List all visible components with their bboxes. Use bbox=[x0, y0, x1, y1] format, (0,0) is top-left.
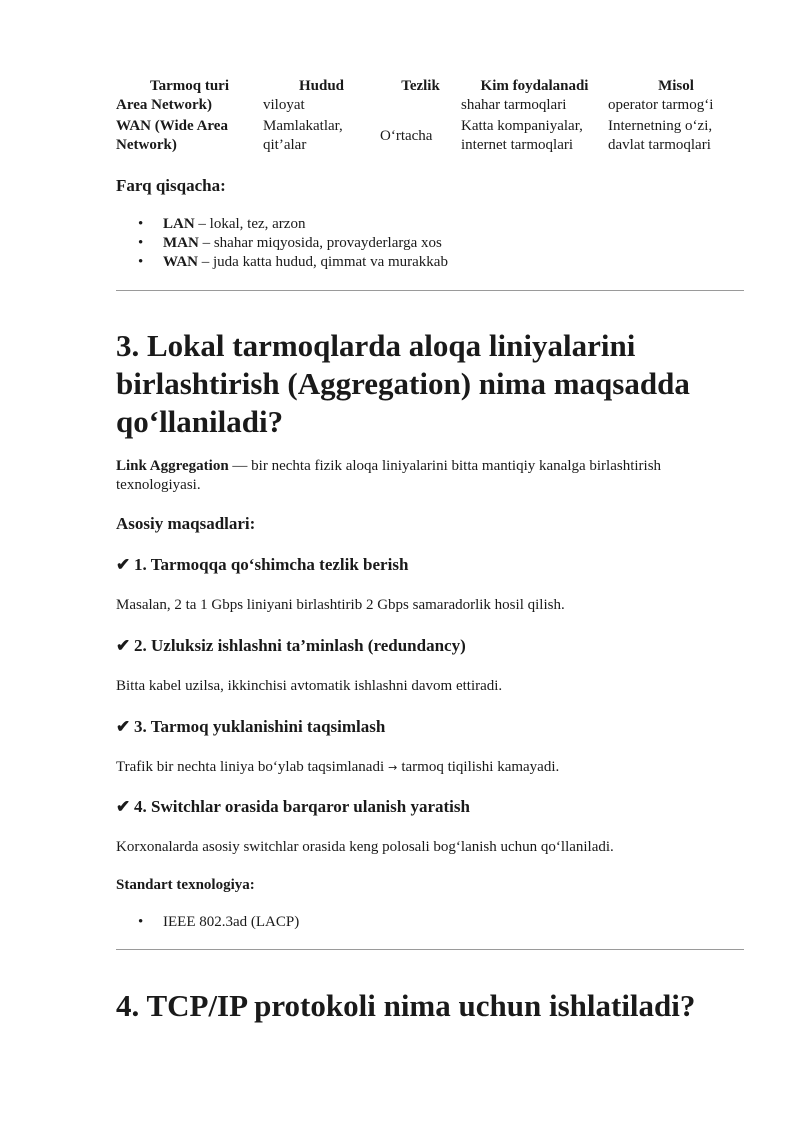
check-icon: ✔ bbox=[116, 797, 131, 816]
goal-text: Trafik bir nechta liniya bo‘ylab taqsimlanadi → tarmoq tiqilishi kamayadi. bbox=[116, 759, 560, 775]
section3-intro bbox=[116, 457, 744, 495]
list-item-desc: – shahar miqyosida, provayderlarga xos bbox=[198, 235, 442, 251]
table-cell-users: Katta kompaniyalar, internet tarmoqlari bbox=[461, 118, 583, 153]
list-item-desc: – lokal, tez, arzon bbox=[194, 216, 306, 232]
table-header-cell: Tarmoq turi bbox=[149, 78, 230, 94]
check-icon: ✔ bbox=[116, 636, 131, 655]
goal-text: Korxonalarda asosiy switchlar orasida keng polosali bog‘lanish uchun qo‘llaniladi. bbox=[116, 839, 614, 855]
check-icon: ✔ bbox=[116, 717, 131, 736]
table-cell-area: Mamlakatlar, qit’alar bbox=[263, 118, 343, 153]
section-divider bbox=[116, 949, 744, 950]
table-row bbox=[116, 96, 744, 115]
goal-title: ✔ 1. Tarmoqqa qo‘shimcha tezlik berish bbox=[116, 555, 409, 574]
arrow-right-icon: → bbox=[388, 761, 398, 774]
list-item-desc: – juda katta hudud, qimmat va murakkab bbox=[198, 254, 448, 270]
table-cell-type: Area Network) bbox=[116, 97, 212, 113]
list-item-term: LAN bbox=[163, 216, 195, 232]
section3-title: 3. Lokal tarmoqlarda aloqa liniyalarini birlashtirish (Aggregation) nima maqsadda qo‘llaniladi? bbox=[116, 328, 690, 439]
table-header-cell: Hudud bbox=[298, 78, 345, 94]
summary-list bbox=[116, 215, 448, 272]
list-item-term: WAN bbox=[163, 254, 199, 270]
intro-text: — bir nechta fizik aloqa liniyalarini bitta mantiqiy kanalga birlashtirish texnologiyasi. bbox=[116, 458, 662, 493]
summary-title: Farq qisqacha: bbox=[116, 176, 226, 195]
check-icon: ✔ bbox=[116, 555, 131, 574]
table-cell-speed bbox=[380, 96, 461, 115]
list-item: • IEEE 802.3ad (LACP) bbox=[116, 913, 299, 932]
standard-list bbox=[116, 913, 299, 932]
section4-title: 4. TCP/IP protokoli nima uchun ishlatiladi? bbox=[116, 988, 696, 1023]
table-row bbox=[116, 115, 744, 155]
table-header-cell: Misol bbox=[658, 78, 694, 94]
list-item bbox=[116, 234, 448, 253]
table-cell-type: WAN (Wide Area Network) bbox=[116, 118, 228, 153]
table-header-row bbox=[116, 75, 744, 96]
list-item bbox=[116, 253, 448, 272]
goal-title: ✔ 3. Tarmoq yuklanishini taqsimlash bbox=[116, 717, 386, 736]
standard-title: Standart texnologiya: bbox=[116, 877, 255, 893]
table-cell-example: operator tarmog‘i bbox=[608, 97, 714, 113]
goal-text: Masalan, 2 ta 1 Gbps liniyani birlashtirib 2 Gbps samaradorlik hosil qilish. bbox=[116, 597, 565, 613]
goals-title: Asosiy maqsadlari: bbox=[116, 514, 256, 533]
goal-title: ✔ 2. Uzluksiz ishlashni ta’minlash (redundancy) bbox=[116, 636, 466, 655]
table-cell-speed: O‘rtacha bbox=[380, 127, 433, 144]
network-comparison-table bbox=[116, 75, 744, 155]
table-cell-area: viloyat bbox=[263, 97, 305, 113]
section-divider bbox=[116, 290, 744, 291]
table-header-cell: Kim foydalanadi bbox=[480, 78, 589, 94]
list-item-term: MAN bbox=[163, 235, 199, 251]
table-cell-users: shahar tarmoqlari bbox=[461, 97, 567, 113]
table-cell-example: Internetning o‘zi, davlat tarmoqlari bbox=[608, 118, 713, 153]
goal-title: ✔ 4. Switchlar orasida barqaror ulanish yaratish bbox=[116, 797, 470, 816]
intro-term: Link Aggregation bbox=[116, 458, 229, 474]
goal-text: Bitta kabel uzilsa, ikkinchisi avtomatik ishlashni davom ettiradi. bbox=[116, 678, 503, 694]
table-header-cell: Tezlik bbox=[401, 78, 440, 94]
list-item bbox=[116, 215, 448, 234]
